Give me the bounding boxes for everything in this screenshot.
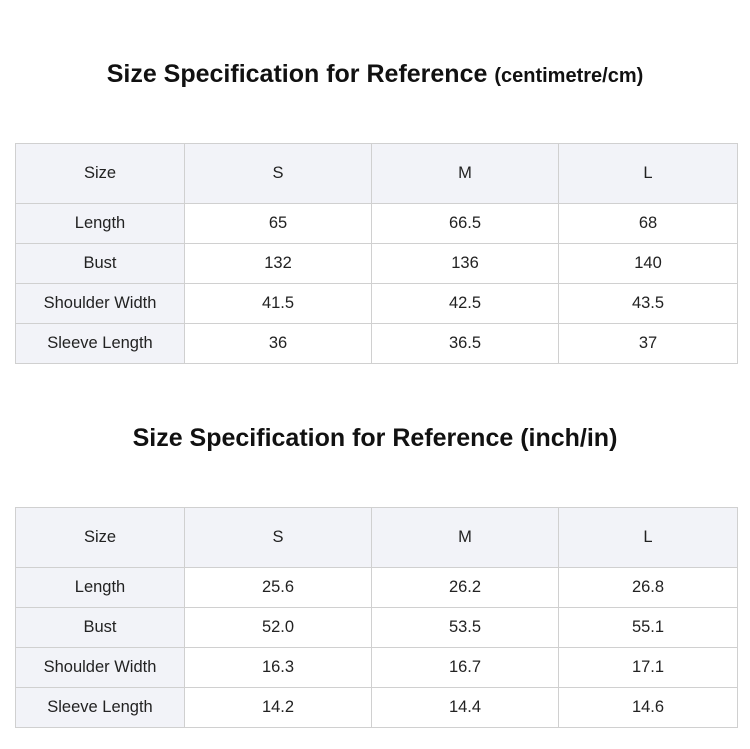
cm-header-l: L [559,144,738,204]
inch-header-size: Size [16,508,185,568]
inch-cell: 14.6 [559,688,738,728]
inch-header-l: L [559,508,738,568]
inch-cell: 17.1 [559,648,738,688]
inch-cell: 26.8 [559,568,738,608]
cm-cell: 65 [185,204,372,244]
inch-cell: 55.1 [559,608,738,648]
inch-size-table [15,507,738,728]
inch-title-text: Size Specification for Reference (inch/in) [132,424,618,452]
cm-cell: 42.5 [372,284,559,324]
cm-cell: 132 [185,244,372,284]
inch-row-shoulder-width [16,648,738,688]
inch-cell: 14.4 [372,688,559,728]
cm-row-label: Bust [16,244,185,284]
cm-row-label: Shoulder Width [16,284,185,324]
inch-cell: 25.6 [185,568,372,608]
inch-row-label: Bust [16,608,185,648]
cm-cell: 66.5 [372,204,559,244]
inch-cell: 53.5 [372,608,559,648]
inch-cell: 16.7 [372,648,559,688]
cm-header-row [16,144,738,204]
inch-row-label: Shoulder Width [16,648,185,688]
cm-header-size: Size [16,144,185,204]
cm-row-label: Length [16,204,185,244]
cm-cell: 36 [185,324,372,364]
cm-cell: 136 [372,244,559,284]
inch-cell: 16.3 [185,648,372,688]
cm-cell: 43.5 [559,284,738,324]
cm-title-text: Size Specification for Reference [106,60,488,88]
inch-row-bust [16,608,738,648]
cm-cell: 37 [559,324,738,364]
inch-row-label: Sleeve Length [16,688,185,728]
cm-cell: 41.5 [185,284,372,324]
inch-row-sleeve-length [16,688,738,728]
cm-table-title [0,60,750,89]
inch-row-length [16,568,738,608]
inch-cell: 52.0 [185,608,372,648]
cm-row-label: Sleeve Length [16,324,185,364]
cm-header-m: M [372,144,559,204]
cm-row-length [16,204,738,244]
cm-row-bust [16,244,738,284]
cm-row-shoulder-width [16,284,738,324]
cm-cell: 36.5 [372,324,559,364]
cm-cell: 140 [559,244,738,284]
cm-title-unit: (centimetre/cm) [494,65,644,87]
inch-cell: 26.2 [372,568,559,608]
inch-header-row [16,508,738,568]
inch-table-title [0,424,750,453]
cm-size-table [15,143,738,364]
inch-cell: 14.2 [185,688,372,728]
inch-header-m: M [372,508,559,568]
cm-cell: 68 [559,204,738,244]
inch-header-s: S [185,508,372,568]
cm-row-sleeve-length [16,324,738,364]
cm-header-s: S [185,144,372,204]
inch-row-label: Length [16,568,185,608]
